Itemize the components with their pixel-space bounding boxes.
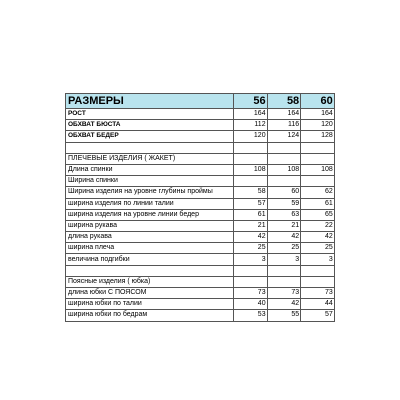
size-value-cell: 60: [267, 187, 301, 198]
size-value-cell: [234, 276, 268, 287]
size-value-cell: 3: [301, 254, 335, 265]
row-label: РОСТ: [66, 109, 234, 120]
size-value-cell: 21: [267, 220, 301, 231]
table-row: [66, 220, 335, 231]
size-value-cell: [301, 153, 335, 164]
row-label: Поясные изделия ( юбка): [66, 276, 234, 287]
size-value-cell: 164: [301, 109, 335, 120]
size-value-cell: 22: [301, 220, 335, 231]
row-label: ПЛЕЧЕВЫЕ ИЗДЕЛИЯ ( ЖАКЕТ): [66, 153, 234, 164]
size-value-cell: 164: [234, 109, 268, 120]
table-row: [66, 254, 335, 265]
size-value-cell: 108: [234, 164, 268, 175]
size-value-cell: 55: [267, 310, 301, 321]
size-value-cell: 42: [267, 299, 301, 310]
size-value-cell: 62: [301, 187, 335, 198]
table-row: [66, 209, 335, 220]
table-row: [66, 164, 335, 175]
size-value-cell: [234, 153, 268, 164]
size-value-cell: 73: [267, 288, 301, 299]
size-value-cell: 42: [301, 232, 335, 243]
table-row: [66, 243, 335, 254]
table-row: [66, 288, 335, 299]
size-header-58: 58: [267, 94, 301, 109]
row-label: длина рукава: [66, 232, 234, 243]
row-label: величина подгибки: [66, 254, 234, 265]
size-value-cell: 63: [267, 209, 301, 220]
size-value-cell: 73: [234, 288, 268, 299]
table-row: [66, 299, 335, 310]
size-value-cell: 25: [267, 243, 301, 254]
size-value-cell: 3: [267, 254, 301, 265]
row-label: ширина юбки по бедрам: [66, 310, 234, 321]
size-value-cell: 61: [234, 209, 268, 220]
table-header-row: [66, 94, 335, 109]
size-value-cell: [301, 276, 335, 287]
table-row: [66, 276, 335, 287]
size-value-cell: 25: [234, 243, 268, 254]
size-value-cell: 59: [267, 198, 301, 209]
size-value-cell: 65: [301, 209, 335, 220]
size-value-cell: 57: [234, 198, 268, 209]
size-value-cell: 124: [267, 131, 301, 142]
size-value-cell: 40: [234, 299, 268, 310]
size-value-cell: 120: [234, 131, 268, 142]
table-row: [66, 265, 335, 276]
table-row: [66, 109, 335, 120]
size-value-cell: [234, 142, 268, 153]
table-row: [66, 232, 335, 243]
row-label: [66, 265, 234, 276]
row-label: ОБХВАТ БЕДЕР: [66, 131, 234, 142]
table-row: [66, 120, 335, 131]
row-label: длина юбки С ПОЯСОМ: [66, 288, 234, 299]
size-value-cell: 120: [301, 120, 335, 131]
row-label: Ширина спинки: [66, 176, 234, 187]
size-value-cell: 21: [234, 220, 268, 231]
size-value-cell: 112: [234, 120, 268, 131]
row-label: ширина плеча: [66, 243, 234, 254]
size-value-cell: 128: [301, 131, 335, 142]
row-label: Ширина изделия на уровне глубины проймы: [66, 187, 234, 198]
size-value-cell: 42: [267, 232, 301, 243]
size-value-cell: [267, 153, 301, 164]
table-row: [66, 153, 335, 164]
row-label: ширина юбки по талии: [66, 299, 234, 310]
size-header-56: 56: [234, 94, 268, 109]
table-row: [66, 176, 335, 187]
header-label: РАЗМЕРЫ: [66, 94, 234, 109]
size-value-cell: [301, 142, 335, 153]
row-label: ширина рукава: [66, 220, 234, 231]
size-value-cell: [301, 265, 335, 276]
row-label: Длина спинки: [66, 164, 234, 175]
size-value-cell: [267, 142, 301, 153]
size-value-cell: 53: [234, 310, 268, 321]
size-value-cell: [267, 276, 301, 287]
row-label: ширина изделия по линии талии: [66, 198, 234, 209]
size-value-cell: [234, 176, 268, 187]
size-value-cell: 42: [234, 232, 268, 243]
row-label: [66, 142, 234, 153]
size-value-cell: 57: [301, 310, 335, 321]
row-label: ширина изделия на уровне линии бедер: [66, 209, 234, 220]
size-chart-table: [65, 93, 335, 322]
size-header-60: 60: [301, 94, 335, 109]
size-value-cell: 116: [267, 120, 301, 131]
size-value-cell: [267, 176, 301, 187]
table-row: [66, 187, 335, 198]
size-chart-body: [66, 94, 335, 322]
size-value-cell: 44: [301, 299, 335, 310]
size-value-cell: 3: [234, 254, 268, 265]
table-row: [66, 198, 335, 209]
size-value-cell: [267, 265, 301, 276]
size-value-cell: [234, 265, 268, 276]
table-row: [66, 142, 335, 153]
size-value-cell: 73: [301, 288, 335, 299]
size-value-cell: 108: [267, 164, 301, 175]
size-value-cell: 58: [234, 187, 268, 198]
size-value-cell: 25: [301, 243, 335, 254]
row-label: ОБХВАТ БЮСТА: [66, 120, 234, 131]
table-row: [66, 310, 335, 321]
size-value-cell: 61: [301, 198, 335, 209]
size-value-cell: 108: [301, 164, 335, 175]
table-row: [66, 131, 335, 142]
size-value-cell: [301, 176, 335, 187]
size-value-cell: 164: [267, 109, 301, 120]
